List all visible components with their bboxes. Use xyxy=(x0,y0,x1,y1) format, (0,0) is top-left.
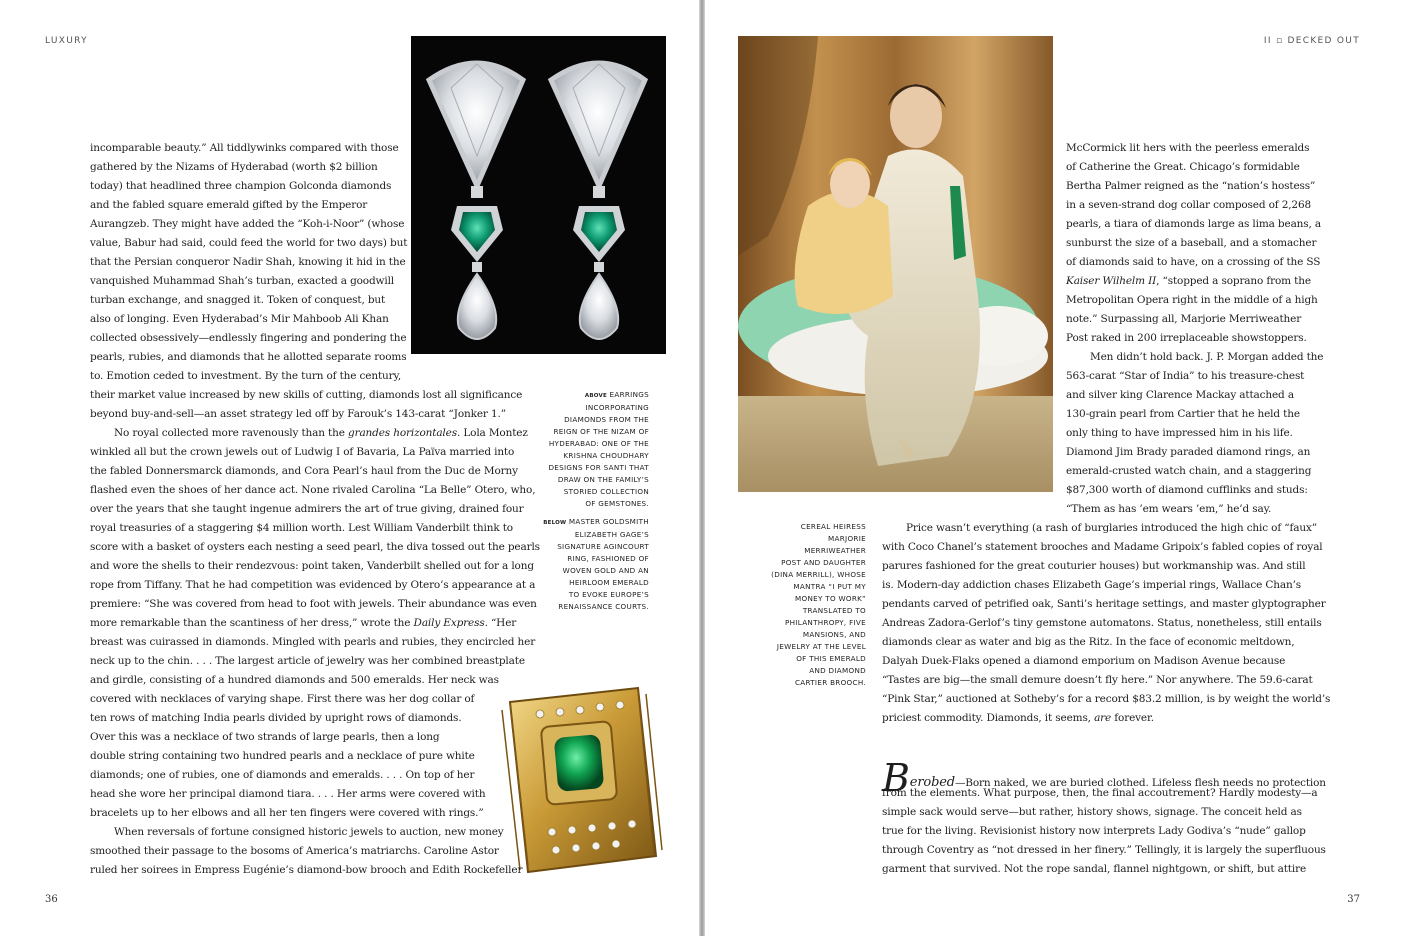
text-line: sunburst the size of a baseball, and a stomacher xyxy=(1066,237,1317,249)
text-line: Over this was a necklace of two strands of large pearls, then a long xyxy=(90,731,440,743)
caption-ring: BELOW MASTER GOLDSMITH ELIZABETH GAGE’S SIGNATURE AGINCOURT RING, FASHIONED OF WOVEN GOLD AND AN HEIRLOOM EMERALD TO EVOKE EUROPE’S RENAISSANCE COURTS. xyxy=(543,517,649,611)
text-line: head she wore her principal diamond tiara. . . . Her arms were covered with xyxy=(90,788,486,800)
text-line: ten rows of matching India pearls divided by upright rows of diamonds. xyxy=(90,712,462,724)
drop-cap: B xyxy=(882,756,910,800)
text-line: is. Modern-day addiction chases Elizabeth Gage’s imperial rings, Wallace Chan’s xyxy=(882,579,1302,591)
text-line: note.” Surpassing all, Marjorie Merriweather xyxy=(1066,313,1302,325)
right-page xyxy=(705,0,1404,936)
text-line: bracelets up to her elbows and all her ten fingers were covered with rings.” xyxy=(90,807,484,819)
text-line: Kaiser Wilhelm II, “stopped a soprano from the xyxy=(1066,275,1311,287)
text-line: and girdle, consisting of a hundred diamonds and 500 emeralds. Her neck was xyxy=(90,674,499,686)
portrait-painting xyxy=(738,36,1053,492)
text-line: of diamonds said to have, on a crossing of the SS xyxy=(1066,256,1321,268)
page-number-left: 36 xyxy=(45,894,58,905)
text-line: and silver king Clarence Mackay attached a xyxy=(1066,389,1294,401)
text-line: flashed even the shoes of her dance act. None rivaled Carolina “La Belle” Otero, who, xyxy=(90,484,536,496)
text-line: covered with necklaces of varying shape. First there was her dog collar of xyxy=(90,693,475,705)
text-line: turban exchange, and snagged it. Token of conquest, but xyxy=(90,294,386,306)
text-line: in a seven-strand dog collar composed of 2,268 xyxy=(1066,199,1312,211)
body-text-right-top xyxy=(1066,139,1323,519)
caption-portrait: CEREAL HEIRESS MARJORIE MERRIWEATHER POST AND DAUGHTER (DINA MERRILL), WHOSE MANTRA “I PUT MY MONEY TO WORK” TRANSLATED TO PHILANTHROPY, FIVE MANSIONS, AND JEWELRY AT THE LEVEL OF THIS EMERALD AND DIAMOND CARTIER BROOCH. xyxy=(771,522,866,687)
text-line: with Coco Chanel’s statement brooches and Madame Gripoix’s fabled copies of royal xyxy=(882,541,1323,553)
text-line: pendants carved of petrified oak, Santi’s heritage settings, and master glyptographer xyxy=(882,598,1326,610)
text-line: Men didn’t hold back. J. P. Morgan added the xyxy=(1090,351,1324,363)
text-line: value, Babur had said, could feed the world for two days) but xyxy=(90,237,408,249)
text-line: and the fabled square emerald gifted by the Emperor xyxy=(90,199,368,211)
text-line: 130-grain pearl from Cartier that he held the xyxy=(1066,408,1300,420)
text-line: Diamond Jim Brady paraded diamond rings, an xyxy=(1066,446,1311,458)
text-line: $87,300 worth of diamond cufflinks and studs: xyxy=(1066,484,1308,496)
text-line: ruled her soirees in Empress Eugénie’s diamond-bow brooch and Edith Rockefeller xyxy=(90,864,523,876)
text-line: “Pink Star,” auctioned at Sotheby’s for a record $83.2 million, is by weight the world’s xyxy=(882,693,1331,705)
text-line: “Them as has ’em wears ’em,” he’d say. xyxy=(1066,503,1272,515)
caption-tag: BELOW xyxy=(543,520,567,526)
text-line: the fabled Donnersmarck diamonds, and Cora Pearl’s haul from the Duc de Morny xyxy=(90,465,518,477)
body-text-right-mid xyxy=(882,519,1330,728)
text-line: rope from Tiffany. That he had competition was evidenced by Otero’s appearance at a xyxy=(90,579,536,591)
text-line: Bertha Palmer reigned as the “nation’s hostess” xyxy=(1066,180,1316,192)
text-line: neck up to the chin. . . . The largest article of jewelry was her combined breastplate xyxy=(90,655,525,667)
text-line: today) that headlined three champion Golconda diamonds xyxy=(90,180,392,192)
text-line: Andreas Zadora-Gerlof’s tiny gemstone automatons. Status, nonetheless, still entails xyxy=(882,617,1322,629)
earring-right xyxy=(551,63,645,339)
caption-earrings: ABOVE EARRINGS INCORPORATING DIAMONDS FROM THE REIGN OF THE NIZAM OF HYDERABAD: ONE OF THE KRISHNA CHOUDHARY DESIGNS FOR SANTI THAT DRAW ON THE FAMILY’S STORIED COLLECTION OF GEMSTONES. xyxy=(548,390,649,508)
text-line: gathered by the Nizams of Hyderabad (worth $2 billion xyxy=(90,161,378,173)
section-heading: erobed xyxy=(909,775,955,790)
left-page xyxy=(0,0,699,936)
text-line: priciest commodity. Diamonds, it seems, are forever. xyxy=(882,712,1154,724)
page-number-right: 37 xyxy=(1347,894,1360,905)
text-line: from the elements. What purpose, then, the final accoutrement? Hardly modesty—a xyxy=(882,787,1318,799)
text-line: of Catherine the Great. Chicago’s formidable xyxy=(1066,161,1300,173)
text-line: McCormick lit hers with the peerless emeralds xyxy=(1066,142,1310,154)
body-text-top xyxy=(90,139,540,880)
section-robed xyxy=(882,756,1326,879)
text-line: and wore the shells to their rendezvous: point taken, Vanderbilt shelled out for a long xyxy=(90,560,534,572)
text-line: breast was cuirassed in diamonds. Mingled with pearls and rubies, they encircled her xyxy=(90,636,536,648)
text-line: incomparable beauty.” All tiddlywinks compared with those xyxy=(90,142,399,154)
text-line: their market value increased by new skills of cutting, diamonds lost all significance xyxy=(90,389,523,401)
running-head-right: II ▫ DECKED OUT xyxy=(1263,36,1360,46)
text-line: that the Persian conqueror Nadir Shah, knowing it hid in the xyxy=(90,256,406,268)
text-line: simple sack would serve—but rather, history shows, signage. The conceit held as xyxy=(882,806,1302,818)
text-line: Post raked in 200 irreplaceable showstoppers. xyxy=(1066,332,1307,344)
text-line: through Coventry as “not dressed in her finery.” Tellingly, it is largely the superfluous xyxy=(882,844,1326,856)
text-line: Berobed—Born naked, we are buried clothed. Lifeless flesh needs no protection xyxy=(882,756,1326,800)
text-line: score with a basket of oysters each nesting a seed pearl, the diva tossed out the pearls xyxy=(90,541,540,553)
text-line: pearls, a tiara of diamonds large as lima beans, a xyxy=(1066,218,1322,230)
text-line: true for the living. Revisionist history now interprets Lady Godiva’s “nude” gallop xyxy=(882,825,1306,837)
text-line: royal treasuries of a staggering $4 million worth. Lest William Vanderbilt think to xyxy=(90,522,513,534)
text-line: vanquished Muhammad Shah’s turban, exacted a goodwill xyxy=(90,275,395,287)
text-line: collected obsessively—endlessly fingering and pondering the xyxy=(90,332,407,344)
text-line: double string containing two hundred pearls and a necklace of pure white xyxy=(90,750,475,762)
text-line: “Tastes are big—the small demure doesn’t fly here.” Nor anywhere. The 59.6-carat xyxy=(882,674,1313,686)
text-line: Metropolitan Opera right in the middle of a high xyxy=(1066,294,1318,306)
text-line: Price wasn’t everything (a rash of burglaries introduced the high chic of “faux” xyxy=(906,522,1317,534)
text-line: Aurangzeb. They might have added the “Koh-i-Noor” (whose xyxy=(90,218,405,230)
text-line: diamonds clear as water and big as the Ritz. In the face of economic meltdown, xyxy=(882,636,1295,648)
text-line: only thing to have impressed him in his life. xyxy=(1066,427,1293,439)
text-line: more remarkable than the scantiness of her dress,” wrote the Daily Express. “Her xyxy=(90,617,517,629)
text-line: emerald-crusted watch chain, and a staggering xyxy=(1066,465,1312,477)
text-line: smoothed their passage to the bosoms of America’s matriarchs. Caroline Astor xyxy=(90,845,499,857)
text-line: diamonds; one of rubies, one of diamonds and emeralds. . . . On top of her xyxy=(90,769,475,781)
text-line: pearls, rubies, and diamonds that he allotted separate rooms xyxy=(90,351,407,363)
text-line: also of longing. Even Hyderabad’s Mir Mahboob Ali Khan xyxy=(90,313,389,325)
text-line: winkled all but the crown jewels out of Ludwig I of Bavaria, La Païva married into xyxy=(90,446,515,458)
text-line: No royal collected more ravenously than the grandes horizontales. Lola Montez xyxy=(114,427,528,439)
text-line: to. Emotion ceded to investment. By the turn of the century, xyxy=(90,370,402,382)
text-line: 563-carat “Star of India” to his treasure-chest xyxy=(1066,370,1305,382)
text-line: When reversals of fortune consigned historic jewels to auction, new money xyxy=(114,826,504,838)
text-line: parures fashioned for the great couturier houses) but workmanship was. And still xyxy=(882,560,1306,572)
text-line: beyond buy-and-sell—an asset strategy led off by Farouk’s 143-carat “Jonker 1.” xyxy=(90,408,506,420)
text-line: premiere: “She was covered from head to foot with jewels. Their abundance was even xyxy=(90,598,537,610)
text-line: garment that survived. Not the rope sandal, flannel nightgown, or shift, but attire xyxy=(882,863,1307,875)
running-head-left: LUXURY xyxy=(45,36,88,46)
text-line: Dalyah Duek-Flaks opened a diamond emporium on Madison Avenue because xyxy=(882,655,1286,667)
text-line: over the years that she taught ingenue admirers the art of true giving, drained four xyxy=(90,503,524,515)
caption-tag: ABOVE xyxy=(584,393,607,399)
